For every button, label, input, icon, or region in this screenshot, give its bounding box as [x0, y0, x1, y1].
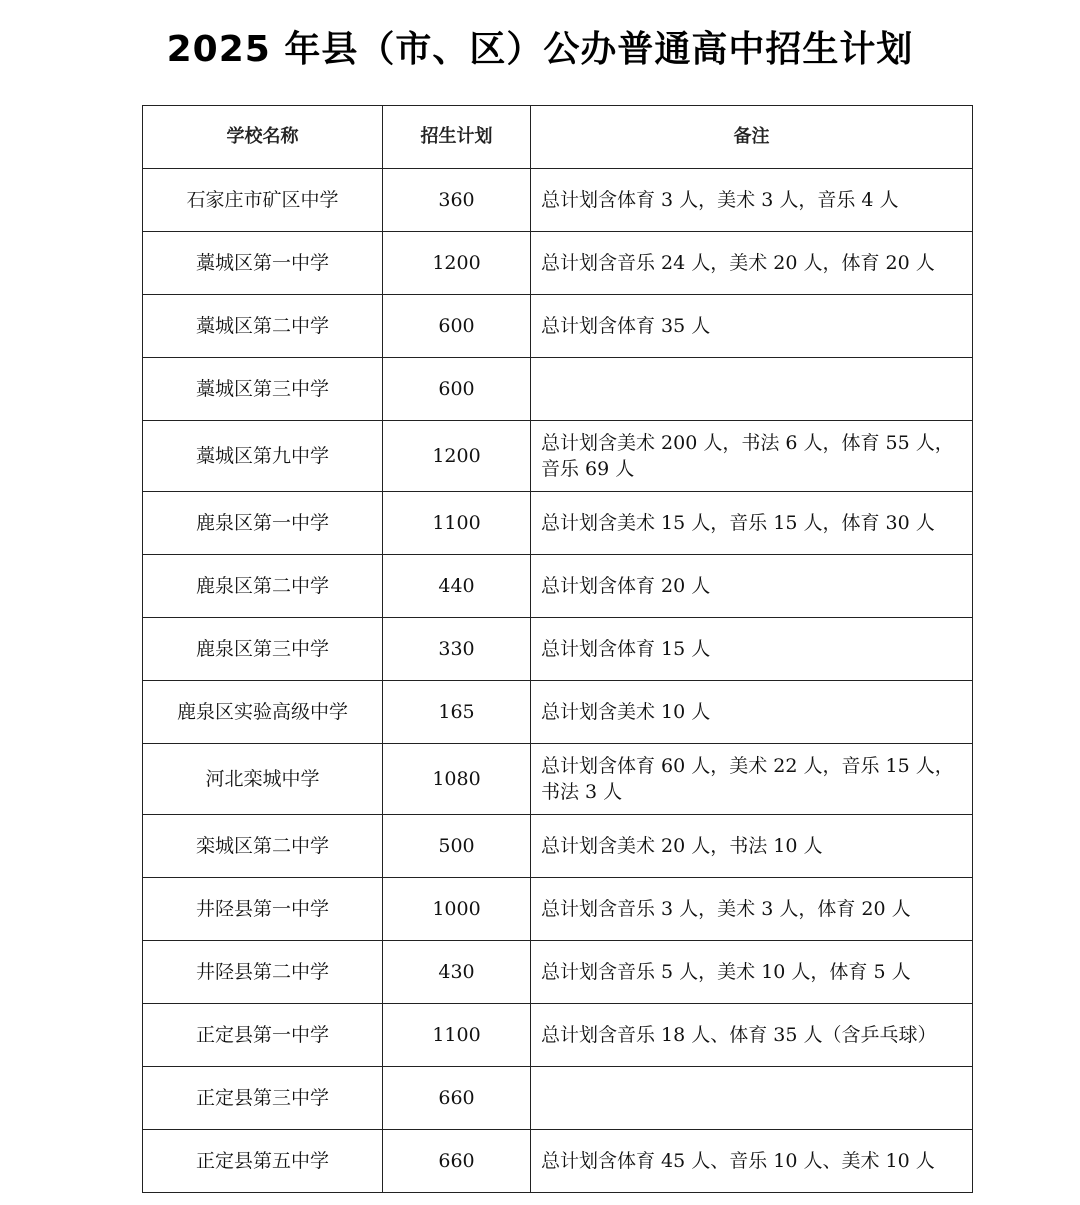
- remarks-cell: 总计划含音乐 3 人，美术 3 人，体育 20 人: [531, 878, 973, 941]
- school-name-cell: 藁城区第二中学: [143, 295, 383, 358]
- remarks-cell: 总计划含音乐 18 人、体育 35 人（含乒乓球）: [531, 1004, 973, 1067]
- enrollment-plan-cell: 165: [383, 681, 531, 744]
- school-name-cell: 鹿泉区实验高级中学: [143, 681, 383, 744]
- table-row: [143, 744, 973, 815]
- remarks-cell: 总计划含体育 45 人、音乐 10 人、美术 10 人: [531, 1130, 973, 1193]
- table-row: [143, 421, 973, 492]
- enrollment-plan-cell: 1200: [383, 232, 531, 295]
- school-name-cell: 藁城区第三中学: [143, 358, 383, 421]
- remarks-cell: [531, 1067, 973, 1130]
- table-row: [143, 941, 973, 1004]
- enrollment-plan-cell: 1080: [383, 744, 531, 815]
- remarks-cell: 总计划含美术 15 人，音乐 15 人，体育 30 人: [531, 492, 973, 555]
- remarks-cell: 总计划含音乐 5 人，美术 10 人，体育 5 人: [531, 941, 973, 1004]
- school-name-cell: 正定县第一中学: [143, 1004, 383, 1067]
- remarks-cell: 总计划含体育 20 人: [531, 555, 973, 618]
- enrollment-plan-cell: 1100: [383, 492, 531, 555]
- table-row: [143, 555, 973, 618]
- school-name-cell: 鹿泉区第二中学: [143, 555, 383, 618]
- school-name-cell: 藁城区第九中学: [143, 421, 383, 492]
- header-school-name: 学校名称: [143, 106, 383, 169]
- table-row: [143, 1067, 973, 1130]
- enrollment-plan-cell: 360: [383, 169, 531, 232]
- remarks-cell: 总计划含美术 10 人: [531, 681, 973, 744]
- enrollment-plan-table: [142, 105, 973, 1193]
- table-row: [143, 681, 973, 744]
- table-header-row: [143, 106, 973, 169]
- table-row: [143, 815, 973, 878]
- enrollment-plan-cell: 430: [383, 941, 531, 1004]
- remarks-cell: 总计划含体育 35 人: [531, 295, 973, 358]
- remarks-line-1: 总计划含体育 60 人，美术 22 人，音乐 15 人，: [541, 755, 954, 777]
- remarks-cell: [531, 421, 973, 492]
- remarks-cell: 总计划含体育 15 人: [531, 618, 973, 681]
- remarks-line-2: 书法 3 人: [541, 781, 623, 803]
- remarks-line-1: 总计划含美术 200 人，书法 6 人，体育 55 人，: [541, 432, 954, 454]
- school-name-cell: 鹿泉区第一中学: [143, 492, 383, 555]
- table-row: [143, 1004, 973, 1067]
- remarks-cell: 总计划含音乐 24 人，美术 20 人，体育 20 人: [531, 232, 973, 295]
- enrollment-plan-cell: 440: [383, 555, 531, 618]
- page-title: 2025 年县（市、区）公办普通高中招生计划: [166, 29, 914, 70]
- enrollment-plan-cell: 500: [383, 815, 531, 878]
- remarks-cell: 总计划含美术 20 人，书法 10 人: [531, 815, 973, 878]
- enrollment-plan-cell: 1100: [383, 1004, 531, 1067]
- remarks-cell: 总计划含体育 3 人，美术 3 人，音乐 4 人: [531, 169, 973, 232]
- remarks-cell: [531, 358, 973, 421]
- school-name-cell: 石家庄市矿区中学: [143, 169, 383, 232]
- school-name-cell: 井陉县第一中学: [143, 878, 383, 941]
- table-row: [143, 358, 973, 421]
- school-name-cell: 藁城区第一中学: [143, 232, 383, 295]
- school-name-cell: 鹿泉区第三中学: [143, 618, 383, 681]
- enrollment-plan-cell: 600: [383, 358, 531, 421]
- school-name-cell: 井陉县第二中学: [143, 941, 383, 1004]
- remarks-line-2: 音乐 69 人: [541, 458, 635, 480]
- enrollment-plan-cell: 660: [383, 1130, 531, 1193]
- school-name-cell: 河北栾城中学: [143, 744, 383, 815]
- school-name-cell: 正定县第五中学: [143, 1130, 383, 1193]
- table-row: [143, 618, 973, 681]
- header-enrollment-plan: 招生计划: [383, 106, 531, 169]
- table-row: [143, 1130, 973, 1193]
- enrollment-plan-cell: 660: [383, 1067, 531, 1130]
- table-row: [143, 169, 973, 232]
- enrollment-plan-cell: 1200: [383, 421, 531, 492]
- school-name-cell: 栾城区第二中学: [143, 815, 383, 878]
- school-name-cell: 正定县第三中学: [143, 1067, 383, 1130]
- table-row: [143, 232, 973, 295]
- table-row: [143, 492, 973, 555]
- header-remarks: 备注: [531, 106, 973, 169]
- enrollment-plan-cell: 330: [383, 618, 531, 681]
- table-row: [143, 878, 973, 941]
- table-row: [143, 295, 973, 358]
- remarks-cell: [531, 744, 973, 815]
- enrollment-plan-cell: 600: [383, 295, 531, 358]
- enrollment-plan-cell: 1000: [383, 878, 531, 941]
